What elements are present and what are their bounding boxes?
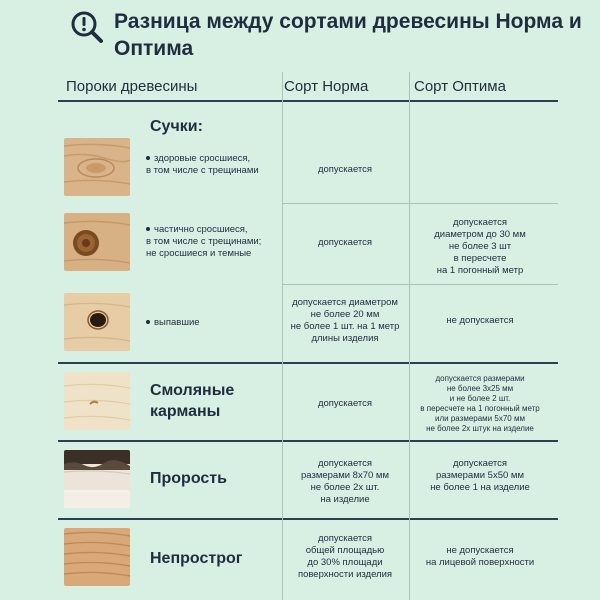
column-header-defects: Пороки древесины: [66, 78, 198, 95]
header: [0, 0, 600, 70]
search-alert-icon: [70, 10, 104, 44]
resin-optima: допускается размерами не более 3х25 мм и не более 2 шт. в пересчете на 1 погонный метр или размерами 5х70 мм не более 2х штук на изделие: [420, 374, 540, 433]
unplaned-optima: не допускается на лицевой поверхности: [425, 545, 535, 568]
bullet-dot: [146, 156, 150, 160]
column-divider-2: [409, 72, 410, 600]
knot-partial-norma: допускается: [317, 237, 373, 248]
column-header-optima: Сорт Оптима: [414, 78, 506, 95]
knot-healthy-label: [146, 153, 281, 177]
rule-section-3: [58, 518, 558, 520]
resin-label: Смоляные карманы: [150, 382, 235, 420]
column-headers: [0, 70, 600, 100]
knot-fallen-norma: допускается диаметром не более 20 мм не более 1 шт. на 1 метр длины изделия: [290, 297, 400, 344]
rule-header: [58, 100, 558, 102]
bark-norma: допускается размерами 8х70 мм не более 2х шт. на изделие: [301, 458, 389, 505]
page-title: Разница между сортами древесины Норма и Оптима: [114, 10, 582, 60]
knot-partial-text: частично сросшиеся, в том числе с трещинами; не сросшиеся и темные: [146, 224, 262, 259]
unplaned-image: [64, 528, 130, 586]
knot-partial-optima: допускается диаметром до 30 мм не более 3 шт в пересчете на 1 погонный метр: [434, 217, 526, 276]
unplaned-norma: допускается общей площадью до 30% площади поверхности изделия: [297, 533, 393, 580]
rule-section-1: [58, 362, 558, 364]
knot-partial-label: [146, 224, 281, 260]
knot-fallen-label: [146, 317, 281, 329]
bullet-dot: [146, 320, 150, 324]
knot-healthy-text: здоровые сросшиеся, в том числе с трещинами: [146, 153, 259, 176]
knots-heading: Сучки:: [150, 118, 203, 135]
bullet-dot: [146, 227, 150, 231]
bark-label: Прорость: [150, 470, 227, 487]
divider-knots-1: [282, 203, 558, 204]
bark-optima: допускается размерами 5х50 мм не более 1 на изделие: [430, 458, 530, 493]
knot-healthy-norma: допускается: [317, 164, 373, 175]
unplaned-label: Непрострог: [150, 550, 243, 567]
knot-fallen-text: выпавшие: [154, 317, 200, 328]
resin-pocket-image: [64, 372, 130, 430]
knot-fallen-optima: не допускается: [446, 315, 514, 326]
column-header-norma: Сорт Норма: [284, 78, 369, 95]
rule-section-2: [58, 440, 558, 442]
knot-healthy-image: [64, 138, 130, 196]
divider-knots-2: [282, 284, 558, 285]
bark-pocket-image: [64, 450, 130, 508]
resin-norma: допускается: [317, 398, 373, 409]
knot-fallen-image: [64, 293, 130, 351]
knot-partial-image: [64, 213, 130, 271]
